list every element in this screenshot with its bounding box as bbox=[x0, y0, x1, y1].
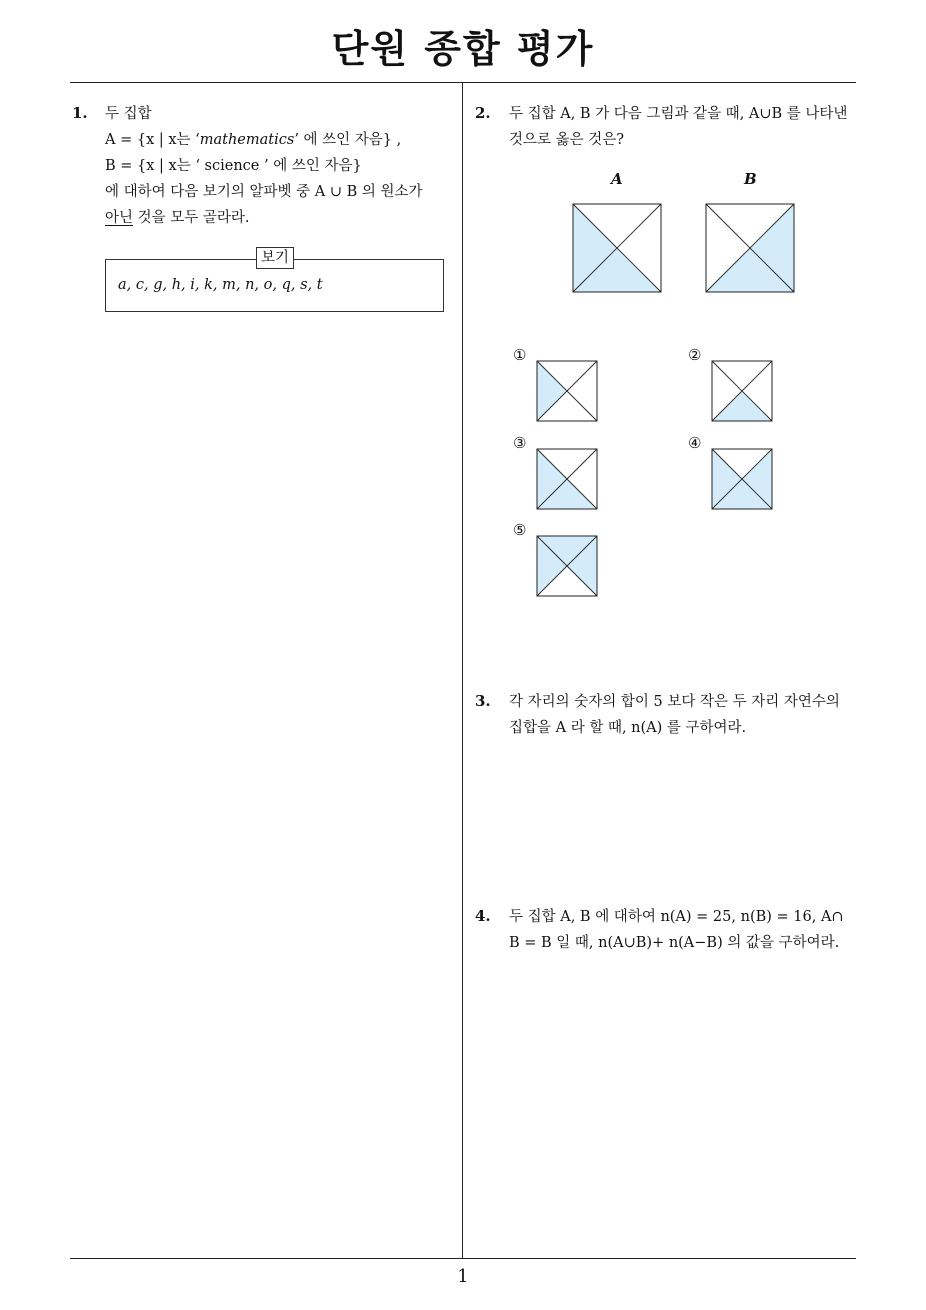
instruction-rest: 것을 모두 골라라. bbox=[133, 210, 250, 226]
underlined-word: 아닌 bbox=[105, 210, 134, 226]
question-3-line-2: 집합을 A 라 할 때, n(A) 를 구하여라. bbox=[509, 720, 747, 736]
figure-a-label: A bbox=[611, 170, 623, 188]
set-a-prefix: A = {x | x는 ‘ bbox=[105, 132, 200, 148]
question-2-line-1: 두 집합 A, B 가 다음 그림과 같을 때, A∪B 를 나타낸 bbox=[509, 106, 848, 122]
option-3-marker[interactable]: ③ bbox=[513, 434, 527, 452]
option-5-figure[interactable] bbox=[537, 536, 597, 596]
figure-b bbox=[706, 204, 794, 292]
set-a-suffix: ’ 에 쓰인 자음} , bbox=[294, 132, 402, 148]
question-3-line-1: 각 자리의 숫자의 합이 5 보다 작은 두 자리 자연수의 bbox=[509, 694, 840, 710]
page-number: 1 bbox=[457, 1266, 469, 1287]
option-5-marker[interactable]: ⑤ bbox=[513, 521, 527, 539]
question-3-number: 3. bbox=[475, 692, 491, 710]
question-4-line-1: 두 집합 A, B 에 대하여 n(A) = 25, n(B) = 16, A∩ bbox=[509, 909, 844, 925]
column-divider bbox=[462, 83, 463, 1258]
set-a-word: mathematics bbox=[199, 132, 295, 148]
question-1-set-b bbox=[105, 156, 362, 176]
option-3-figure[interactable] bbox=[537, 449, 597, 509]
page-title: 단원 종합 평가 bbox=[331, 27, 595, 71]
set-b-suffix: ’ 에 쓰인 자음} bbox=[259, 158, 362, 174]
question-4-line-2: B = B 일 때, n(A∪B)+ n(A−B) 의 값을 구하여라. bbox=[509, 935, 840, 951]
question-2-number: 2. bbox=[475, 104, 491, 122]
bogi-label: 보기 bbox=[256, 247, 294, 269]
option-2-marker[interactable]: ② bbox=[688, 346, 702, 364]
question-1-instruction: 에 대하여 다음 보기의 알파벳 중 A ∪ B 의 원소가 bbox=[105, 184, 423, 200]
figure-b-label: B bbox=[744, 170, 757, 188]
option-4-marker[interactable]: ④ bbox=[688, 434, 702, 452]
set-b-word: science bbox=[204, 158, 260, 174]
header-rule bbox=[70, 82, 856, 83]
option-1-marker[interactable]: ① bbox=[513, 346, 527, 364]
question-1-intro: 두 집합 bbox=[105, 106, 152, 122]
footer-rule bbox=[70, 1258, 856, 1259]
option-1-figure[interactable] bbox=[537, 361, 597, 421]
question-4-number: 4. bbox=[475, 907, 491, 925]
question-1-number: 1. bbox=[72, 104, 88, 122]
question-2-line-2: 것으로 옳은 것은? bbox=[509, 132, 625, 148]
option-4-figure[interactable] bbox=[712, 449, 772, 509]
question-1-set-a bbox=[105, 130, 401, 150]
set-b-prefix: B = {x | x는 ‘ bbox=[105, 158, 205, 174]
figure-a bbox=[573, 204, 661, 292]
bogi-content: a, c, g, h, i, k, m, n, o, q, s, t bbox=[118, 277, 323, 293]
option-2-figure[interactable] bbox=[712, 361, 772, 421]
question-1-instruction-2 bbox=[105, 208, 250, 228]
